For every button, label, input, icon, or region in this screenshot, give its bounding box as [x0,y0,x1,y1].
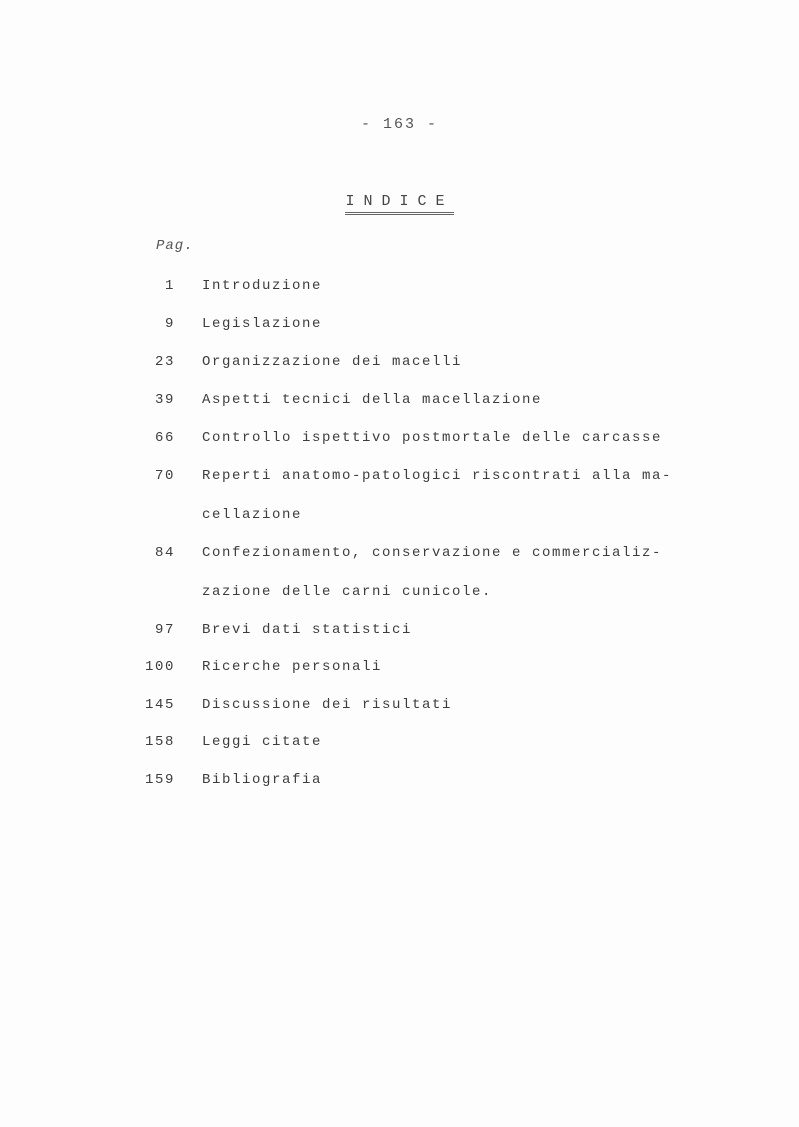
toc-page-number: 1 [164,278,175,294]
toc-entry-text: Leggi citate [202,734,323,750]
page-number: - 163 - [360,116,438,133]
toc-entry-text: zazione delle carni cunicole. [202,584,493,600]
toc-entry [0,734,799,754]
toc-entry [0,772,799,792]
toc-entry-text: Legislazione [202,316,323,332]
toc-entry [0,545,799,565]
toc-entry-text: Bibliografia [202,772,323,788]
toc-entry-text: Ricerche personali [202,659,383,675]
toc-entry [0,316,799,336]
toc-entry-continuation [0,507,799,527]
toc-entry-text: Introduzione [202,278,323,294]
toc-page-number: 23 [154,354,175,370]
pag-column-label: Pag. [156,238,194,254]
document-title: INDICE [345,193,453,215]
toc-page-number: 159 [144,772,175,788]
toc-page-number: 97 [154,622,175,638]
toc-entry [0,354,799,374]
toc-entry [0,278,799,298]
toc-entry [0,697,799,717]
title-container [0,192,799,215]
toc-entry-text: Confezionamento, conservazione e commercializ- [202,545,663,561]
toc-page-number: 145 [144,697,175,713]
toc-page-number: 70 [154,468,175,484]
toc-page-number: 9 [164,316,175,332]
toc-entry-text: Aspetti tecnici della macellazione [202,392,543,408]
toc-page-number: 100 [144,659,175,675]
toc-entry-text: Controllo ispettivo postmortale delle carcasse [202,430,663,446]
toc-entry-text: Organizzazione dei macelli [202,354,463,370]
toc-entry [0,468,799,488]
toc-entry-text: Discussione dei risultati [202,697,453,713]
toc-page-number: 84 [154,545,175,561]
toc-entry-text: cellazione [202,507,303,523]
toc-entry-text: Reperti anatomo-patologici riscontrati alla ma- [202,468,673,484]
toc-entry [0,659,799,679]
toc-entry [0,430,799,450]
toc-entry-continuation [0,584,799,604]
toc-page-number: 39 [154,392,175,408]
toc-page-number: 158 [144,734,175,750]
toc-entry [0,392,799,412]
toc-page-number: 66 [154,430,175,446]
toc-entry [0,622,799,642]
toc-entry-text: Brevi dati statistici [202,622,413,638]
